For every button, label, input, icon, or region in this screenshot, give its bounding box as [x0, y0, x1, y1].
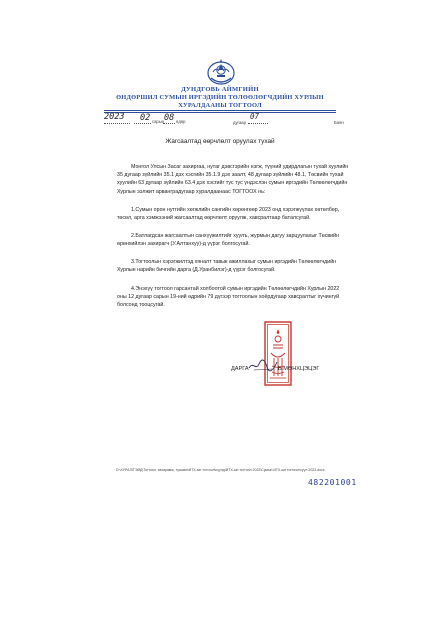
document-title: Жагсаалтад өөрчлөлт оруулах тухай [165, 138, 275, 145]
footer-file-path: D:\ХУРАЛ\ТЭЙД\Тогтоол, захирамж, тушаал\ИТХ-ын тогтоол\сүүлд\ИТХ-ын тогтоол 2022\Сумын ИТХ-ын тогтоол\сүүл 2023.docx [116, 468, 325, 472]
clause-3: 3.Тогтоолын хэрэгжилтэд хяналт тавьж ажиллахыг сумын иргэдийн Төлөөлөгчдийн Хурлын нарийн бичгийн дарга (Д.Уранбилэг)-д үүрэг болгосугай. [117, 259, 337, 274]
preamble-paragraph: Монгол Улсын Засаг захиргаа, нутаг дэвсгэрийн нэгж, түүний удирдлагын тухай хуулийн 35 дугаар зүйлийн 35.1 дэх хэсгийн 35.1.9 дэх заалт, 48 дугаар зүйлийн 48.1, Төсвийн тухай хуулийн 63 дугаар зүйлийн 63.4 дэх хэсгийг тус тус үндэслэн сумын иргэдийн Төлөөлөгчдийн Хурлын ээлжит арванградугаар хуралдаанаас ТОГТООХ нь: [117, 164, 349, 195]
handwritten-signature [248, 359, 278, 373]
header-rule [104, 110, 336, 111]
red-seal-stamp [264, 321, 292, 386]
header-aimag: ДУНДГОВЬ АЙМГИЙН [181, 86, 259, 93]
date-day: 08 [164, 113, 175, 123]
header-resolution: ХУРАЛДААНЫ ТОГТООЛ [178, 102, 262, 109]
signatory-name: Б.МӨНХЦЭЦЭГ [278, 366, 320, 372]
number-underline [248, 123, 268, 124]
month-label: сарын [152, 119, 165, 124]
document-number: 482201001 [308, 478, 357, 487]
state-emblem-icon [205, 58, 237, 86]
resolution-number: 07 [250, 112, 260, 121]
clause-4: 4.Энэхүү тогтоол гарсантай холбоотой сумын иргэдийн Төлөөлөгчдийн Хурлын 2022 оны 12 дугаар сарын 19-ний өдрийн 79 дүгээр тогтоолын хоёрдугаар хавсралтыг хүчингүй болсонд тооцсугай. [117, 286, 340, 309]
day-underline [163, 123, 175, 124]
date-line [0, 112, 440, 136]
number-label: дугаар [233, 120, 246, 125]
header-soum-council: ӨНДӨРШИЛ СУМЫН ИРГЭДИЙН ТӨЛӨӨЛӨГЧДИЙН ХУРЛЫН [116, 94, 324, 101]
date-month: 02 [140, 113, 151, 123]
year-underline [104, 123, 130, 124]
month-underline [134, 123, 151, 124]
day-label: өдөр [176, 119, 186, 124]
date-year: 2023 [104, 112, 125, 122]
signatory-role: ДАРГА [231, 366, 249, 372]
place-label: Баян [334, 120, 344, 125]
clause-1: 1.Сумын орон нутгийн хөгжлийн сангийн хөрөнгөөр 2023 онд хэрэгжүүлах хөтөлбөр, төсөл, арга хэмжээний жагсаалтад өөрчлөлт оруулж, хавсралтаар баталсугай. [117, 207, 340, 222]
clause-2: 2.Батлагдсан жагсаалтын санхүүжилтийг хуулъ, журмын дагуу зарцуулахыг Төсвийн өрөнхийлэн захирагч (У.Алтанхуу)-д үүрэг болгосугай. [117, 233, 340, 248]
